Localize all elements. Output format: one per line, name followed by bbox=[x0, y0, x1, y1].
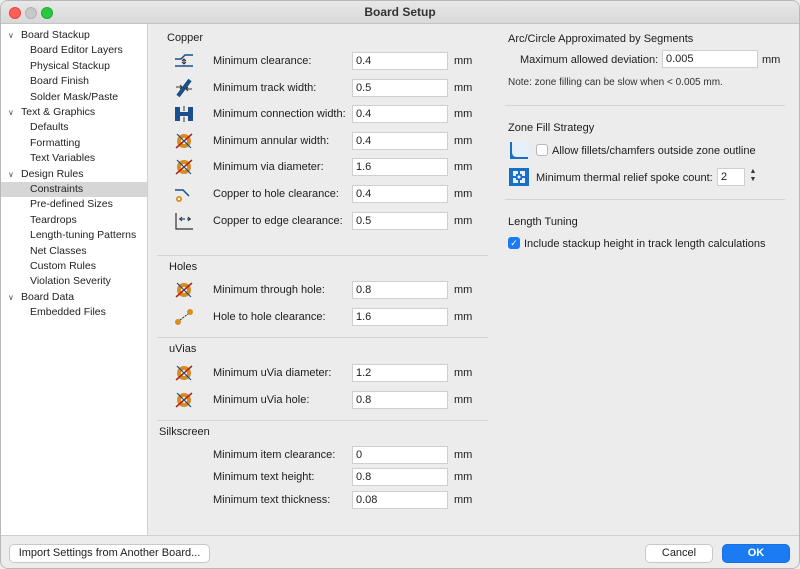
sidebar-item-board-data[interactable] bbox=[1, 290, 147, 305]
import-settings-button[interactable]: Import Settings from Another Board... bbox=[9, 544, 210, 563]
sidebar-item-label: Defaults bbox=[30, 121, 69, 134]
spoke-count-stepper[interactable]: ▲ ▼ bbox=[749, 168, 757, 183]
allow-fillets-checkbox[interactable] bbox=[536, 144, 548, 156]
sidebar-item-label: Embedded Files bbox=[30, 306, 106, 319]
copper-unit-label: mm bbox=[454, 214, 473, 227]
sidebar-item-label: Formatting bbox=[30, 136, 81, 149]
sidebar-item-length-tuning-patterns[interactable] bbox=[1, 228, 147, 243]
copper-unit-label: mm bbox=[454, 161, 473, 174]
silkscreen-section-title: Silkscreen bbox=[159, 426, 210, 438]
silkscreen-value-input[interactable] bbox=[352, 491, 448, 509]
copper-value-input[interactable] bbox=[352, 158, 448, 176]
copper-edge-clearance-icon bbox=[173, 211, 195, 231]
spoke-count-input[interactable] bbox=[717, 168, 745, 186]
dialog-footer bbox=[1, 535, 799, 569]
sidebar-item-teardrops[interactable] bbox=[1, 213, 147, 228]
sidebar-item-pre-defined-sizes[interactable] bbox=[1, 197, 147, 212]
sidebar-item-embedded-files[interactable] bbox=[1, 305, 147, 320]
copper-unit-label: mm bbox=[454, 188, 473, 200]
uvias-row-label: Minimum uVia hole: bbox=[213, 393, 310, 406]
uvias-row-label: Minimum uVia diameter: bbox=[213, 367, 332, 379]
holes-row-label: Minimum through hole: bbox=[213, 284, 325, 296]
copper-hole-clearance-icon bbox=[173, 184, 195, 204]
spoke-count-label: Minimum thermal relief spoke count: bbox=[536, 172, 713, 184]
copper-value-input[interactable] bbox=[352, 132, 448, 150]
ok-button[interactable]: OK bbox=[722, 544, 790, 563]
holes-value-input[interactable] bbox=[352, 281, 448, 299]
settings-tree bbox=[1, 24, 148, 535]
copper-unit-label: mm bbox=[454, 55, 473, 67]
sidebar-item-board-stackup[interactable] bbox=[1, 28, 147, 43]
copper-row-label: Copper to edge clearance: bbox=[213, 214, 343, 227]
silkscreen-value-input[interactable] bbox=[352, 446, 448, 464]
include-stackup-label: Include stackup height in track length calculations bbox=[524, 238, 766, 250]
sidebar-item-label: Text Variables bbox=[30, 152, 96, 165]
hole-to-hole-icon bbox=[173, 307, 195, 327]
silkscreen-row-label: Minimum item clearance: bbox=[213, 449, 336, 461]
sidebar-item-board-editor-layers[interactable] bbox=[1, 43, 147, 58]
sidebar-item-label: Violation Severity bbox=[30, 275, 111, 288]
copper-value-input[interactable] bbox=[352, 79, 448, 97]
section-divider bbox=[505, 199, 785, 200]
annular-width-icon bbox=[173, 131, 195, 151]
fillet-icon bbox=[508, 140, 530, 160]
sidebar-item-label: Board Editor Layers bbox=[30, 44, 123, 57]
chevron-down-icon[interactable]: ∨ bbox=[8, 108, 14, 117]
uvia-diameter-icon bbox=[173, 363, 195, 383]
sidebar-item-label: Pre-defined Sizes bbox=[30, 198, 113, 211]
copper-unit-label: mm bbox=[454, 134, 473, 147]
sidebar-item-label: Board Finish bbox=[30, 75, 89, 88]
uvias-unit-label: mm bbox=[454, 393, 473, 406]
silkscreen-unit-label: mm bbox=[454, 449, 473, 461]
copper-value-input[interactable] bbox=[352, 185, 448, 203]
constraints-panel bbox=[149, 24, 800, 535]
sidebar-item-solder-mask-paste[interactable] bbox=[1, 90, 147, 105]
holes-row-label: Hole to hole clearance: bbox=[213, 310, 326, 323]
cancel-button[interactable]: Cancel bbox=[645, 544, 713, 563]
section-divider bbox=[157, 255, 488, 256]
copper-value-input[interactable] bbox=[352, 105, 448, 123]
sidebar-item-design-rules[interactable] bbox=[1, 167, 147, 182]
through-hole-icon bbox=[173, 280, 195, 300]
holes-unit-label: mm bbox=[454, 284, 473, 296]
sidebar-item-defaults[interactable] bbox=[1, 120, 147, 135]
uvias-value-input[interactable] bbox=[352, 364, 448, 382]
uvia-hole-icon bbox=[173, 390, 195, 410]
sidebar-item-net-classes[interactable] bbox=[1, 244, 147, 259]
chevron-down-icon[interactable]: ∨ bbox=[8, 169, 14, 179]
sidebar-item-board-finish[interactable] bbox=[1, 74, 147, 89]
sidebar-item-label: Design Rules bbox=[21, 167, 84, 180]
copper-row-label: Minimum annular width: bbox=[213, 134, 330, 147]
copper-row-label: Minimum clearance: bbox=[213, 55, 312, 67]
copper-row-label: Copper to hole clearance: bbox=[213, 188, 339, 200]
sidebar-item-formatting[interactable] bbox=[1, 136, 147, 151]
holes-unit-label: mm bbox=[454, 310, 473, 323]
sidebar-item-label: Constraints bbox=[30, 183, 84, 195]
sidebar-item-label: Net Classes bbox=[30, 244, 87, 257]
sidebar-item-physical-stackup[interactable] bbox=[1, 59, 147, 74]
silkscreen-row-label: Minimum text height: bbox=[213, 471, 315, 484]
section-divider bbox=[157, 337, 488, 338]
silkscreen-unit-label: mm bbox=[454, 471, 473, 484]
sidebar-item-label: Text & Graphics bbox=[21, 106, 96, 118]
connection-width-icon bbox=[173, 104, 195, 124]
uvias-unit-label: mm bbox=[454, 367, 473, 379]
copper-unit-label: mm bbox=[454, 81, 473, 94]
sidebar-item-label: Length-tuning Patterns bbox=[30, 229, 137, 242]
copper-row-label: Minimum connection width: bbox=[213, 108, 346, 121]
sidebar-item-label: Custom Rules bbox=[30, 260, 96, 272]
arc-section-title: Arc/Circle Approximated by Segments bbox=[508, 33, 694, 45]
copper-unit-label: mm bbox=[454, 108, 473, 121]
length-section-title: Length Tuning bbox=[508, 216, 578, 228]
sidebar-item-label: Board Stackup bbox=[21, 29, 90, 41]
section-divider bbox=[157, 420, 488, 421]
silkscreen-row-label: Minimum text thickness: bbox=[213, 493, 331, 506]
track-width-icon bbox=[173, 78, 195, 98]
sidebar-item-label: Solder Mask/Paste bbox=[30, 90, 119, 103]
copper-row-label: Minimum via diameter: bbox=[213, 161, 324, 174]
include-stackup-checkbox[interactable]: ✓ bbox=[508, 237, 520, 249]
chevron-down-icon[interactable]: ∨ bbox=[8, 292, 14, 302]
window-title: Board Setup bbox=[364, 5, 436, 19]
section-divider bbox=[505, 105, 785, 106]
sidebar-item-text-variables[interactable] bbox=[1, 151, 147, 166]
silkscreen-value-input[interactable] bbox=[352, 468, 448, 486]
allow-fillets-label: Allow fillets/chamfers outside zone outline bbox=[552, 145, 756, 157]
sidebar-item-label: Board Data bbox=[21, 290, 75, 303]
zone-section-title: Zone Fill Strategy bbox=[508, 122, 595, 134]
max-deviation-unit: mm bbox=[762, 54, 781, 66]
sidebar-item-text-graphics[interactable] bbox=[1, 105, 147, 120]
clearance-icon bbox=[173, 51, 195, 71]
copper-row-label: Minimum track width: bbox=[213, 81, 317, 94]
sidebar-item-label: Teardrops bbox=[30, 213, 77, 226]
silkscreen-unit-label: mm bbox=[454, 493, 473, 506]
holes-value-input[interactable] bbox=[352, 308, 448, 326]
title-bar bbox=[1, 1, 799, 24]
uvias-value-input[interactable] bbox=[352, 391, 448, 409]
thermal-spoke-icon bbox=[508, 167, 530, 187]
max-deviation-input[interactable] bbox=[662, 50, 758, 68]
chevron-down-icon[interactable]: ∨ bbox=[8, 31, 14, 40]
copper-section-title: Copper bbox=[167, 32, 204, 44]
sidebar-item-constraints[interactable] bbox=[1, 182, 147, 197]
max-deviation-label: Maximum allowed deviation: bbox=[520, 54, 659, 66]
sidebar-item-custom-rules[interactable] bbox=[1, 259, 147, 274]
via-diameter-icon bbox=[173, 157, 195, 177]
sidebar-item-label: Physical Stackup bbox=[30, 59, 110, 72]
zone-fill-note: Note: zone filling can be slow when < 0.005 mm. bbox=[508, 77, 723, 88]
copper-value-input[interactable] bbox=[352, 52, 448, 70]
uvias-section-title: uVias bbox=[169, 343, 197, 355]
sidebar-item-violation-severity[interactable] bbox=[1, 274, 147, 289]
copper-value-input[interactable] bbox=[352, 212, 448, 230]
holes-section-title: Holes bbox=[169, 261, 198, 273]
